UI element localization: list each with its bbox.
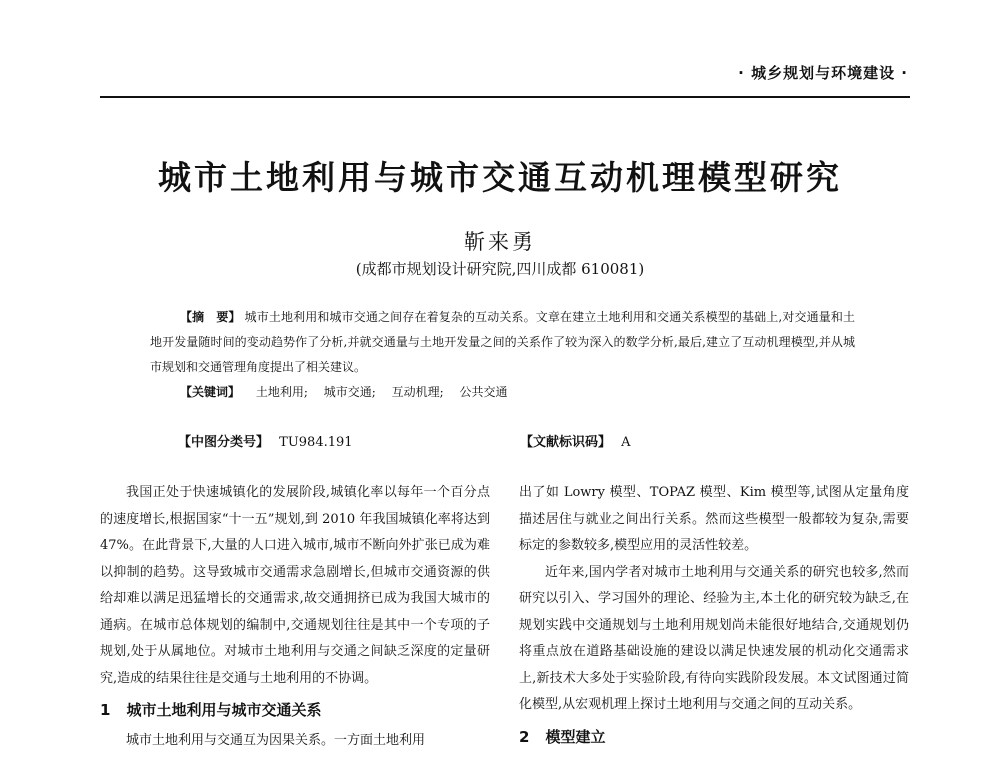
keyword-item: 公共交通 (459, 385, 508, 399)
intro-paragraph: 我国正处于快速城镇化的发展阶段,城镇化率以每年一个百分点的速度增长,根据国家“十一五”规划,到 2010 年我国城镇化率将达到 47%。在此背景下,大量的人口进入城市,城市不断向外扩张已成为难以抑制的趋势。这导致城市交通需求急剧增长,但城市交通资源的供给却难以满足迅猛增长的交通需求,故交通拥挤已成为我国大城市的通病。在城市总体规划的编制中,交通规划往往是其中一个专项的子规划,处于从属地位。对城市土地利用与交通之间缺乏深度的定量研究,造成的结果往往是交通与土地利用的不协调。 (100, 485, 490, 686)
section-1-paragraph: 城市土地利用与交通互为因果关系。一方面土地利用 (126, 733, 426, 748)
document-code-label: 【文献标识码】 (520, 435, 612, 450)
section-1-number: 1 (100, 701, 111, 719)
section-2-title: 模型建立 (545, 727, 606, 746)
classification-label: 【中图分类号】 (178, 435, 270, 450)
abstract-label: 【摘 要】 (180, 310, 241, 324)
article-author: 靳来勇 (464, 230, 536, 254)
classification-code (178, 431, 353, 450)
document-code (520, 431, 631, 450)
keyword-item: 土地利用; (255, 385, 308, 399)
keyword-item: 城市交通; (323, 385, 376, 399)
section-1-heading (100, 697, 490, 723)
article-title: 城市土地利用与城市交通互动机理模型研究 (158, 158, 842, 197)
section-2-heading (519, 724, 909, 750)
author-affiliation: (成都市规划设计研究院,四川成都 610081) (355, 260, 645, 278)
left-column (100, 480, 490, 755)
continued-paragraph: 出了如 Lowry 模型、TOPAZ 模型、Kim 模型等,试图从定量角度描述居住与就业之间出行关系。然而这些模型一般都较为复杂,需要标定的参数较多,模型应用的灵活性较差。 (519, 485, 909, 553)
classification-value: TU984.191 (279, 435, 353, 450)
section-1-title: 城市土地利用与城市交通关系 (126, 701, 322, 719)
header-rule (100, 96, 910, 98)
research-review-paragraph: 近年来,国内学者对城市土地利用与交通关系的研究也较多,然而研究以引入、学习国外的理论、经验为主,本土化的研究较为缺乏,在规划实践中交通规划与土地利用规划尚未能很好地结合,交通规划仍将重点放在道路基础设施的建设以满足快速发展的机动化交通需求上,新技术大多处于实验阶段,有待向实践阶段发展。本文试图通过简化模型,从宏观机理上探讨土地利用与交通之间的互动关系。 (519, 564, 909, 712)
document-code-value: A (621, 435, 631, 450)
keywords-label: 【关键词】 (180, 385, 241, 399)
keyword-item: 互动机理; (391, 385, 444, 399)
keywords (180, 380, 507, 405)
right-column (519, 480, 909, 755)
journal-section-header: · 城乡规划与环境建设 · (738, 64, 908, 82)
abstract-text: 城市土地利用和城市交通之间存在着复杂的互动关系。文章在建立土地利用和交通关系模型的基础上,对交通量和土地开发量随时间的变动趋势作了分析,并就交通量与土地开发量之间的关系作了较为深入的数学分析,最后,建立了互动机理模型,并从城市规划和交通管理角度提出了相关建议。 (150, 310, 855, 374)
abstract (150, 305, 855, 380)
section-2-number: 2 (519, 727, 530, 746)
